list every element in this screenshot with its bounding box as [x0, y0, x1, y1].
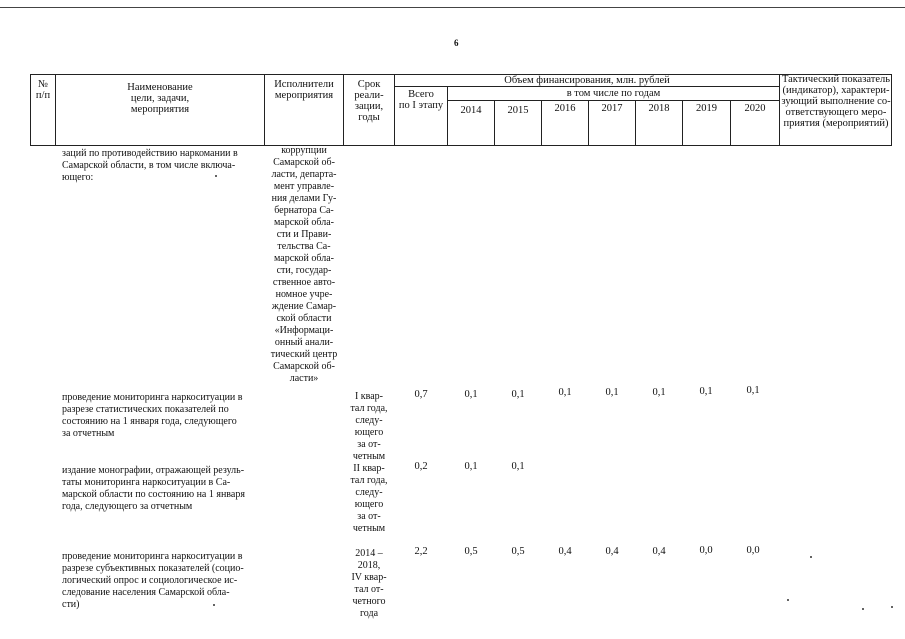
header-name: Наименование цели, задачи, мероприятия [127, 82, 193, 115]
row-year-2014: 0,5 [464, 546, 478, 557]
scan-speck [891, 606, 893, 608]
row-year-2014: 0,1 [464, 389, 478, 400]
row-term: II квар- тал года, следу- ющего за от- четным [350, 463, 388, 534]
row-name: издание монографии, отражающей резуль- таты мониторинга наркоситуации в Са- марской области по состоянию на 1 января года, следующего за отчетным [62, 465, 245, 512]
row-year-2019: 0,0 [699, 545, 713, 556]
row-total: 2,2 [414, 546, 428, 557]
row-term: I квар- тал года, следу- ющего за от- четным [350, 391, 388, 462]
row-year-2017: 0,1 [605, 387, 619, 398]
row-year-2019: 0,1 [699, 386, 713, 397]
scan-speck [213, 604, 215, 606]
row-name: проведение мониторинга наркоситуации в разрезе субъективных показателей (социо- логический опрос и социологическое ис- следование населения Самарской обла- сти) [62, 551, 244, 610]
header-funding-title: Объем финансирования, млн. рублей [504, 75, 670, 86]
scan-speck [215, 175, 217, 177]
header-by-years: в том числе по годам [566, 88, 661, 99]
header-term: Срок реали- зации, годы [354, 79, 384, 123]
scan-speck [810, 556, 812, 558]
row-year-2015: 0,1 [511, 389, 525, 400]
row-total: 0,2 [414, 461, 428, 472]
scan-speck [787, 599, 789, 601]
row-year-2015: 0,5 [511, 546, 525, 557]
header-year-2017: 2017 [601, 103, 623, 114]
header-year-2019: 2019 [696, 103, 717, 114]
header-year-2020: 2020 [744, 103, 766, 114]
header-indicator: Тактический показатель (индикатор), характери- зующий выполнение со- ответствующего меро- приятия (мероприятий) [781, 74, 891, 129]
row-year-2018: 0,1 [652, 387, 666, 398]
row-year-2020: 0,1 [746, 385, 760, 396]
header-year-2014: 2014 [460, 105, 482, 116]
row-year-2016: 0,4 [558, 546, 572, 557]
row-total: 0,7 [414, 389, 428, 400]
row-year-2016: 0,1 [558, 387, 572, 398]
row-name: проведение мониторинга наркоситуации в разрезе статистических показателей по состоянию на 1 января года, следующего за отчетным [62, 392, 243, 439]
scan-speck [862, 608, 864, 610]
row-term: 2014 – 2018, IV квар- тал от- четного года [351, 548, 387, 619]
row-year-2020: 0,0 [746, 545, 760, 556]
page-top-border [0, 7, 905, 8]
page-number: 6 [454, 38, 459, 48]
header-total: Всего по I этапу [398, 89, 444, 111]
row-name: заций по противодействию наркомании в Самарской области, в том числе включа- ющего: [62, 148, 238, 183]
row-year-2018: 0,4 [652, 546, 666, 557]
row-year-2014: 0,1 [464, 461, 478, 472]
row-year-2015: 0,1 [511, 461, 525, 472]
header-num: № п/п [35, 79, 51, 101]
header-executors: Исполнители мероприятия [274, 79, 334, 101]
header-year-2016: 2016 [554, 103, 576, 114]
row-executor: коррупции Самарской об- ласти, департа- мент управле- ния делами Гу- бернатора Са- марской обла- сти и Прави- тельства Са- марской обла- сти, государ- ственное авто- номное учре- ждение Самар- ской области «Информаци- онный анали- тический центр Самарской об- ласти» [270, 145, 338, 384]
row-year-2017: 0,4 [605, 546, 619, 557]
header-year-2018: 2018 [648, 103, 670, 114]
header-year-2015: 2015 [507, 105, 529, 116]
